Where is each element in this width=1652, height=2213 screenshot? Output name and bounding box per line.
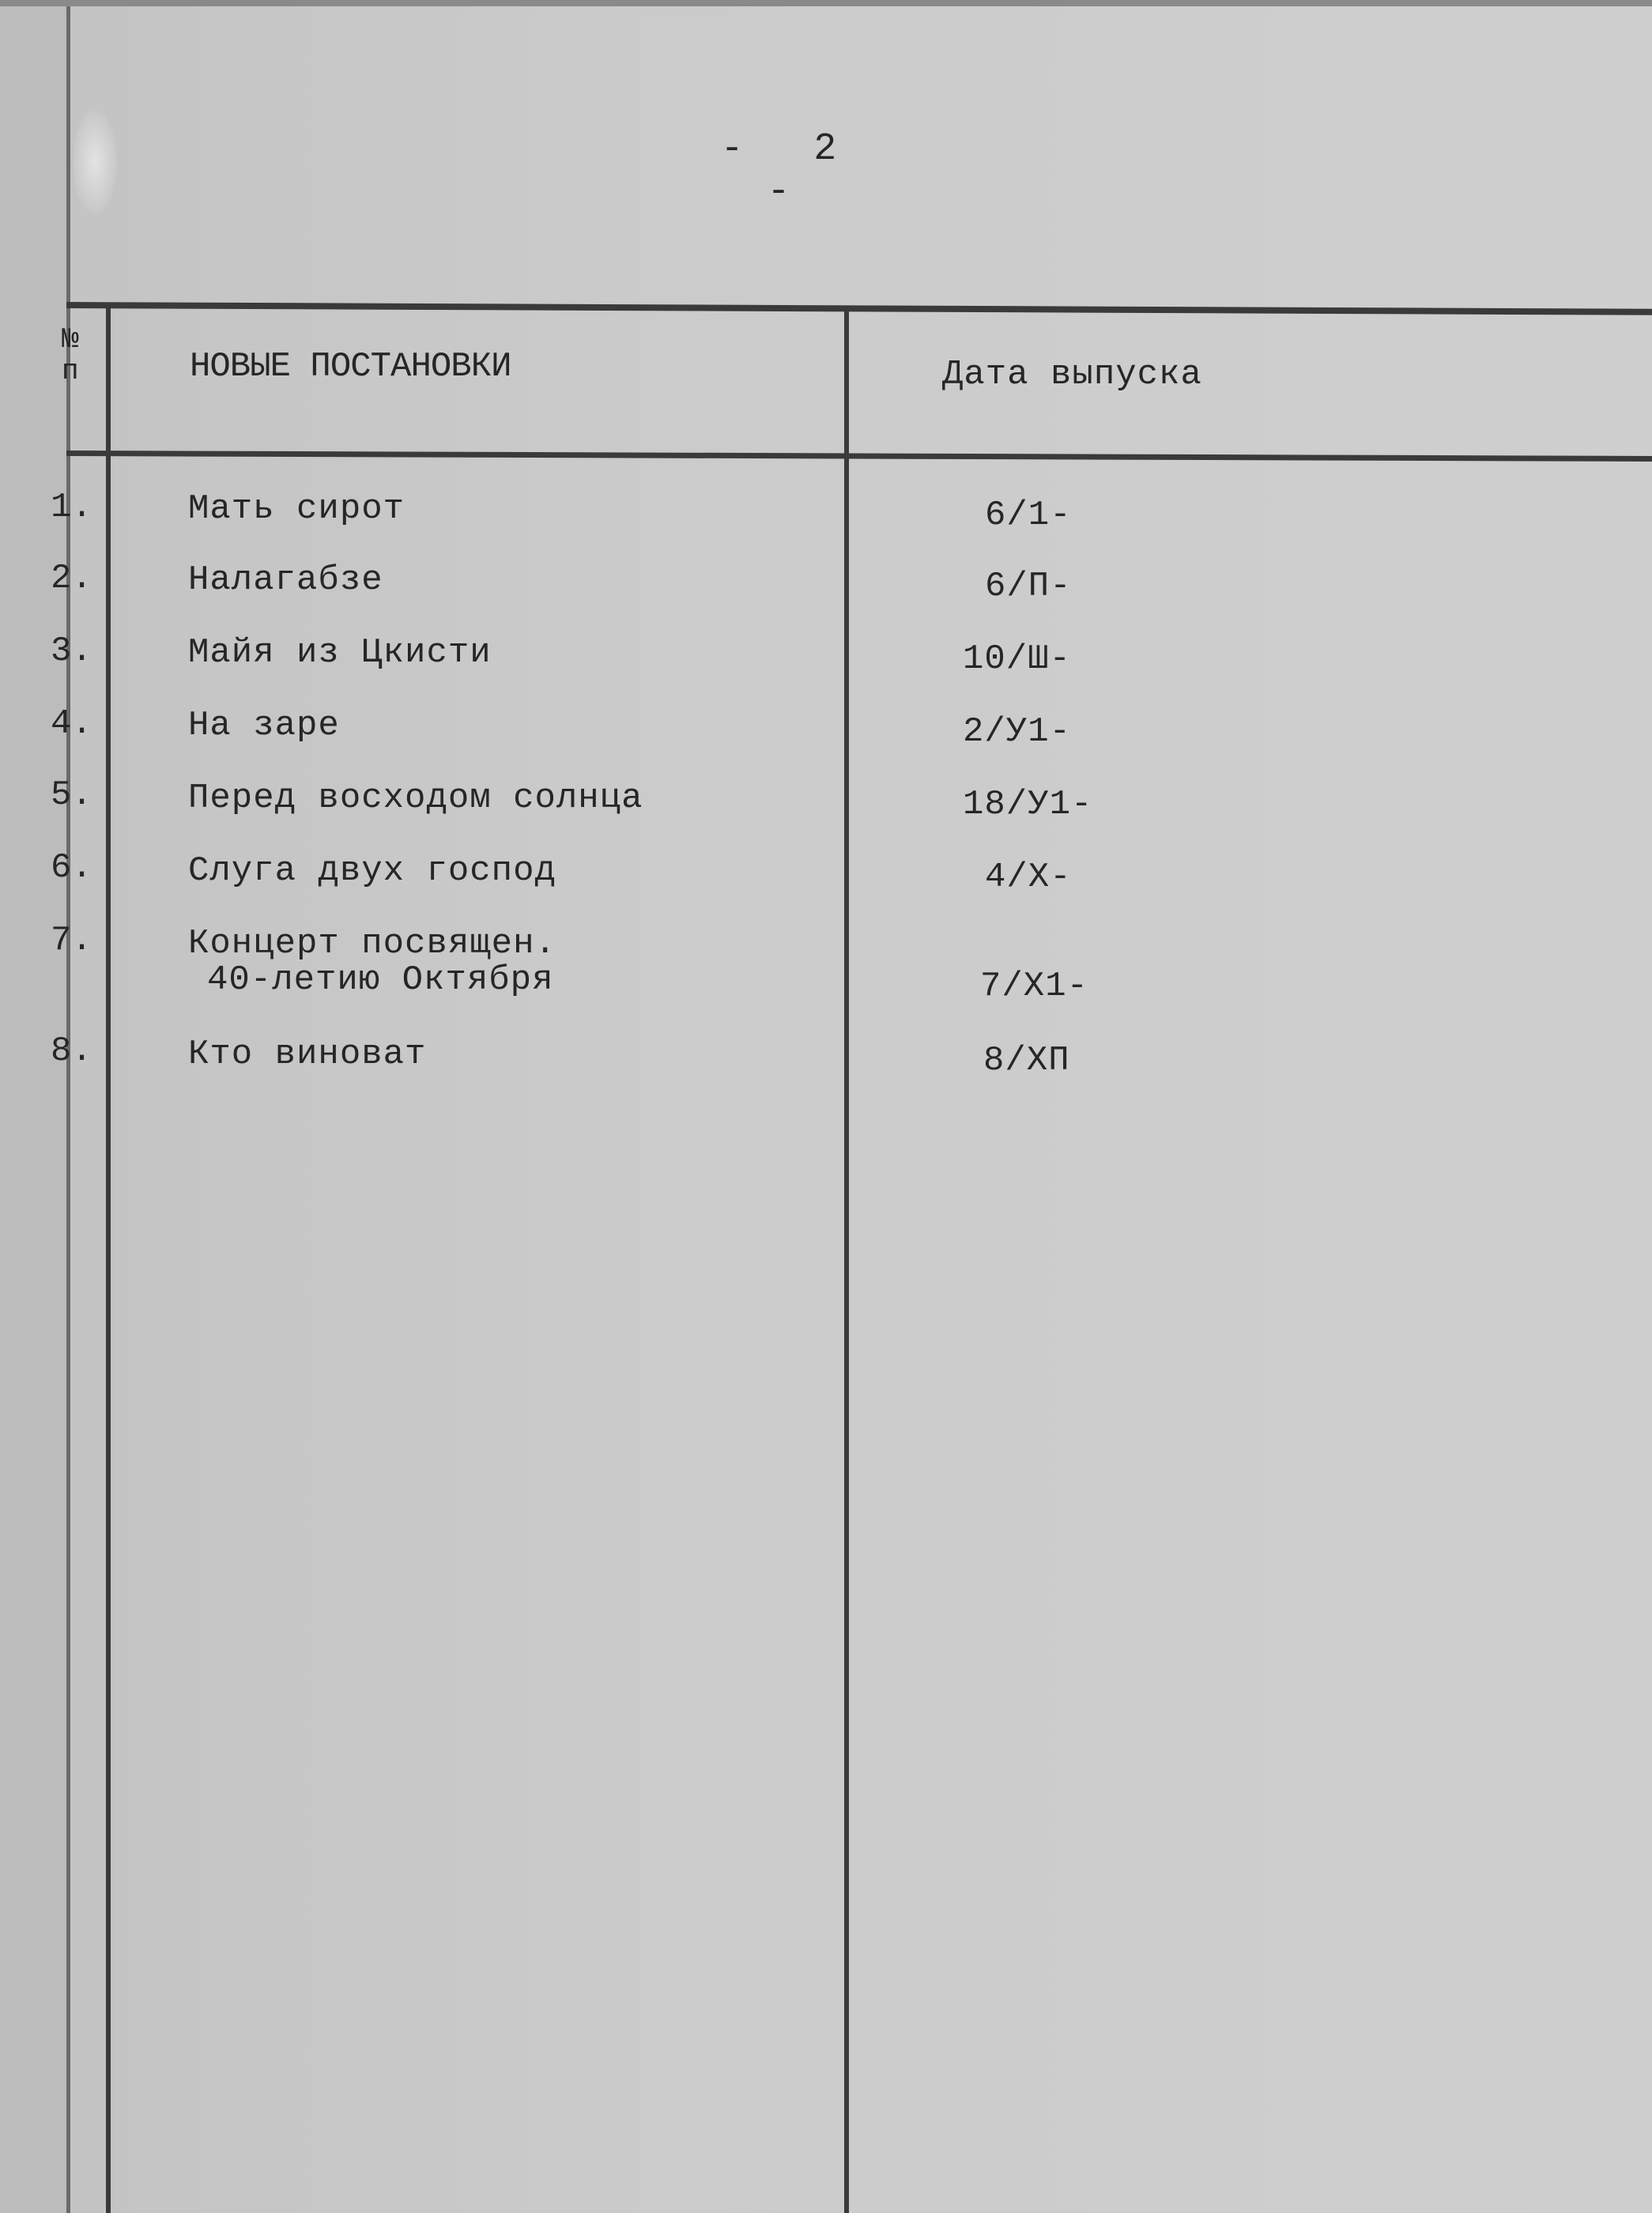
row-title: Майя из Цкисти bbox=[188, 633, 492, 673]
top-edge bbox=[0, 0, 1652, 6]
row-title: Налагабзе bbox=[188, 560, 383, 600]
page-number: - 2 - bbox=[720, 128, 861, 213]
row-date: 2/У1- bbox=[963, 712, 1072, 752]
row-date: 18/У1- bbox=[963, 785, 1093, 824]
row-number: 2. bbox=[51, 559, 92, 598]
row-number: 7. bbox=[51, 921, 92, 960]
row-title-continuation: 40-летию Октября bbox=[207, 960, 554, 1000]
left-margin bbox=[0, 0, 68, 2213]
row-number: 5. bbox=[51, 775, 92, 815]
row-title: Кто виноват bbox=[188, 1035, 427, 1074]
header-date: Дата выпуска bbox=[942, 355, 1202, 394]
header-title: НОВЫЕ ПОСТАНОВКИ bbox=[190, 347, 511, 386]
column-divider-2 bbox=[844, 307, 849, 2213]
row-date: 7/Х1- bbox=[980, 967, 1089, 1006]
row-date: 6/П- bbox=[985, 567, 1072, 606]
header-number: № п bbox=[62, 323, 79, 387]
row-number: 3. bbox=[51, 631, 92, 671]
row-number: 8. bbox=[51, 1031, 92, 1071]
column-divider-1 bbox=[106, 303, 111, 2213]
row-date: 8/ХП bbox=[983, 1041, 1070, 1080]
row-title: Слуга двух господ bbox=[188, 851, 556, 891]
row-date: 6/1- bbox=[985, 496, 1072, 535]
row-number: 1. bbox=[51, 488, 92, 527]
row-date: 4/Х- bbox=[985, 858, 1072, 897]
row-title: Концерт посвящен. bbox=[188, 924, 556, 963]
row-number: 6. bbox=[51, 848, 92, 888]
row-date: 10/Ш- bbox=[963, 639, 1072, 679]
paper-smudge bbox=[73, 111, 117, 213]
row-title: Мать сирот bbox=[188, 489, 405, 529]
row-title: На заре bbox=[188, 706, 340, 745]
row-number: 4. bbox=[51, 704, 92, 744]
row-title: Перед восходом солнца bbox=[188, 779, 643, 818]
